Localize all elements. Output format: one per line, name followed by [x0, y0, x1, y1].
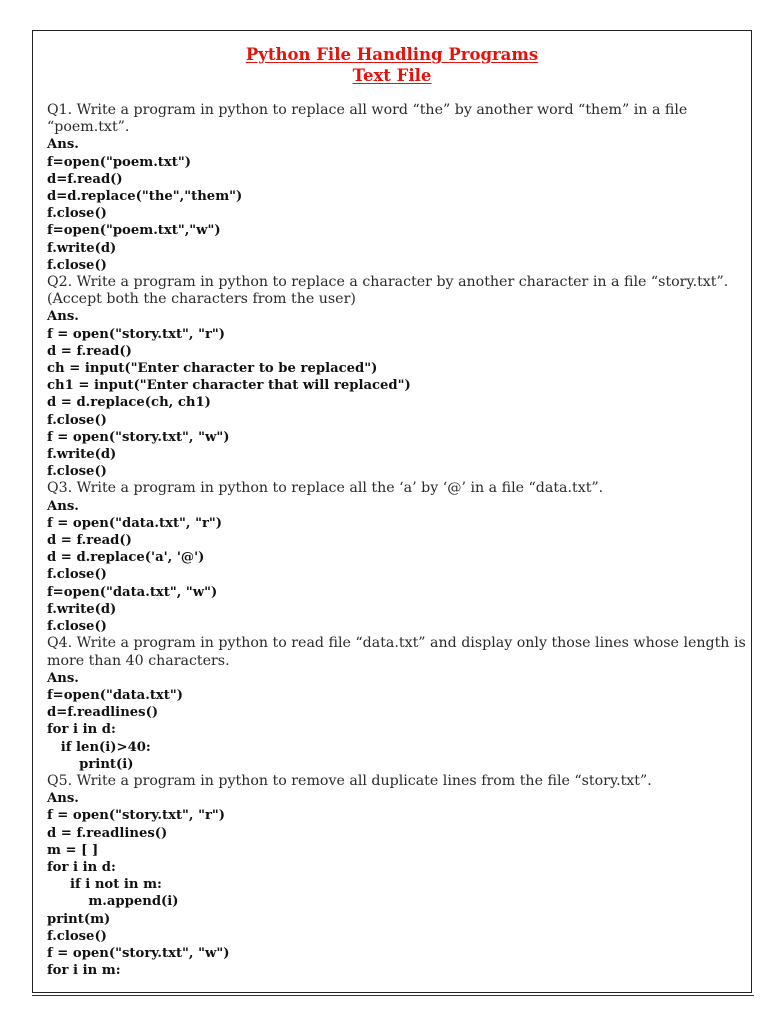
code-line: f = open("story.txt", "r"): [47, 326, 226, 342]
code-line: d = f.read(): [47, 343, 132, 359]
code-line: f=open("data.txt"): [47, 687, 183, 703]
code-line: d = d.replace(ch, ch1): [47, 395, 211, 411]
code-line: f = open("story.txt", "w"): [47, 429, 230, 445]
code-line: d=f.readlines(): [47, 705, 159, 721]
code-line: f = open("story.txt", "r"): [47, 808, 226, 824]
code-line: f.close(): [47, 206, 107, 222]
bottom-rule: [32, 995, 754, 996]
code-line: m.append(i): [47, 894, 179, 910]
code-line: f.close(): [47, 412, 107, 428]
code-line: for i in m:: [47, 963, 121, 979]
question-block: [47, 274, 747, 480]
code-line: f=open("data.txt", "w"): [47, 584, 218, 600]
code-line: f.close(): [47, 567, 107, 583]
title-block: [33, 44, 751, 86]
code-line: m = [ ]: [47, 842, 99, 858]
answer-label: Ans.: [47, 670, 79, 686]
code-line: d=f.read(): [47, 171, 123, 187]
code-line: print(i): [47, 756, 134, 772]
code-line: f = open("data.txt", "r"): [47, 515, 223, 531]
code-line: f.write(d): [47, 240, 117, 256]
question-block: [47, 480, 747, 635]
question-text: Q4. Write a program in python to read file “data.txt” and display only those lines whose length is more than 40 characters.: [47, 635, 746, 669]
code-line: f.write(d): [47, 447, 117, 463]
code-line: f=open("poem.txt","w"): [47, 223, 221, 239]
answer-label: Ans.: [47, 309, 79, 325]
questions-list: [47, 102, 747, 979]
code-line: d=d.replace("the","them"): [47, 189, 243, 205]
code-line: f = open("story.txt", "w"): [47, 945, 230, 961]
question-block: [47, 635, 747, 773]
code-line: f.close(): [47, 619, 107, 635]
code-line: if i not in m:: [47, 877, 162, 893]
code-line: d = d.replace('a', '@'): [47, 550, 205, 566]
code-line: f=open("poem.txt"): [47, 154, 191, 170]
code-line: d = f.readlines(): [47, 825, 168, 841]
question-text: Q3. Write a program in python to replace all the ‘a’ by ‘@’ in a file “data.txt”.: [47, 480, 604, 497]
answer-label: Ans.: [47, 137, 79, 153]
code-line: f.write(d): [47, 601, 117, 617]
code-line: d = f.read(): [47, 533, 132, 549]
page-subtitle: Text File: [352, 66, 432, 85]
page-title: Python File Handling Programs: [245, 45, 539, 64]
page-frame: [32, 30, 752, 993]
code-line: ch = input("Enter character to be replaced"): [47, 361, 378, 377]
code-line: print(m): [47, 911, 111, 927]
question-text: Q2. Write a program in python to replace a character by another character in a file “story.txt”. (Accept both the characters from the user): [47, 274, 729, 308]
code-line: for i in d:: [47, 859, 116, 875]
code-line: f.close(): [47, 928, 107, 944]
code-line: if len(i)>40:: [47, 739, 151, 755]
question-text: Q5. Write a program in python to remove all duplicate lines from the file “story.txt”.: [47, 772, 652, 789]
answer-label: Ans.: [47, 498, 79, 514]
question-block: [47, 102, 747, 274]
answer-label: Ans.: [47, 791, 79, 807]
question-text: Q1. Write a program in python to replace all word “the” by another word “them” in a file “poem.txt”.: [47, 102, 688, 136]
question-block: [47, 773, 747, 979]
code-line: ch1 = input("Enter character that will replaced"): [47, 378, 411, 394]
code-line: f.close(): [47, 257, 107, 273]
code-line: for i in d:: [47, 722, 116, 738]
code-line: f.close(): [47, 464, 107, 480]
